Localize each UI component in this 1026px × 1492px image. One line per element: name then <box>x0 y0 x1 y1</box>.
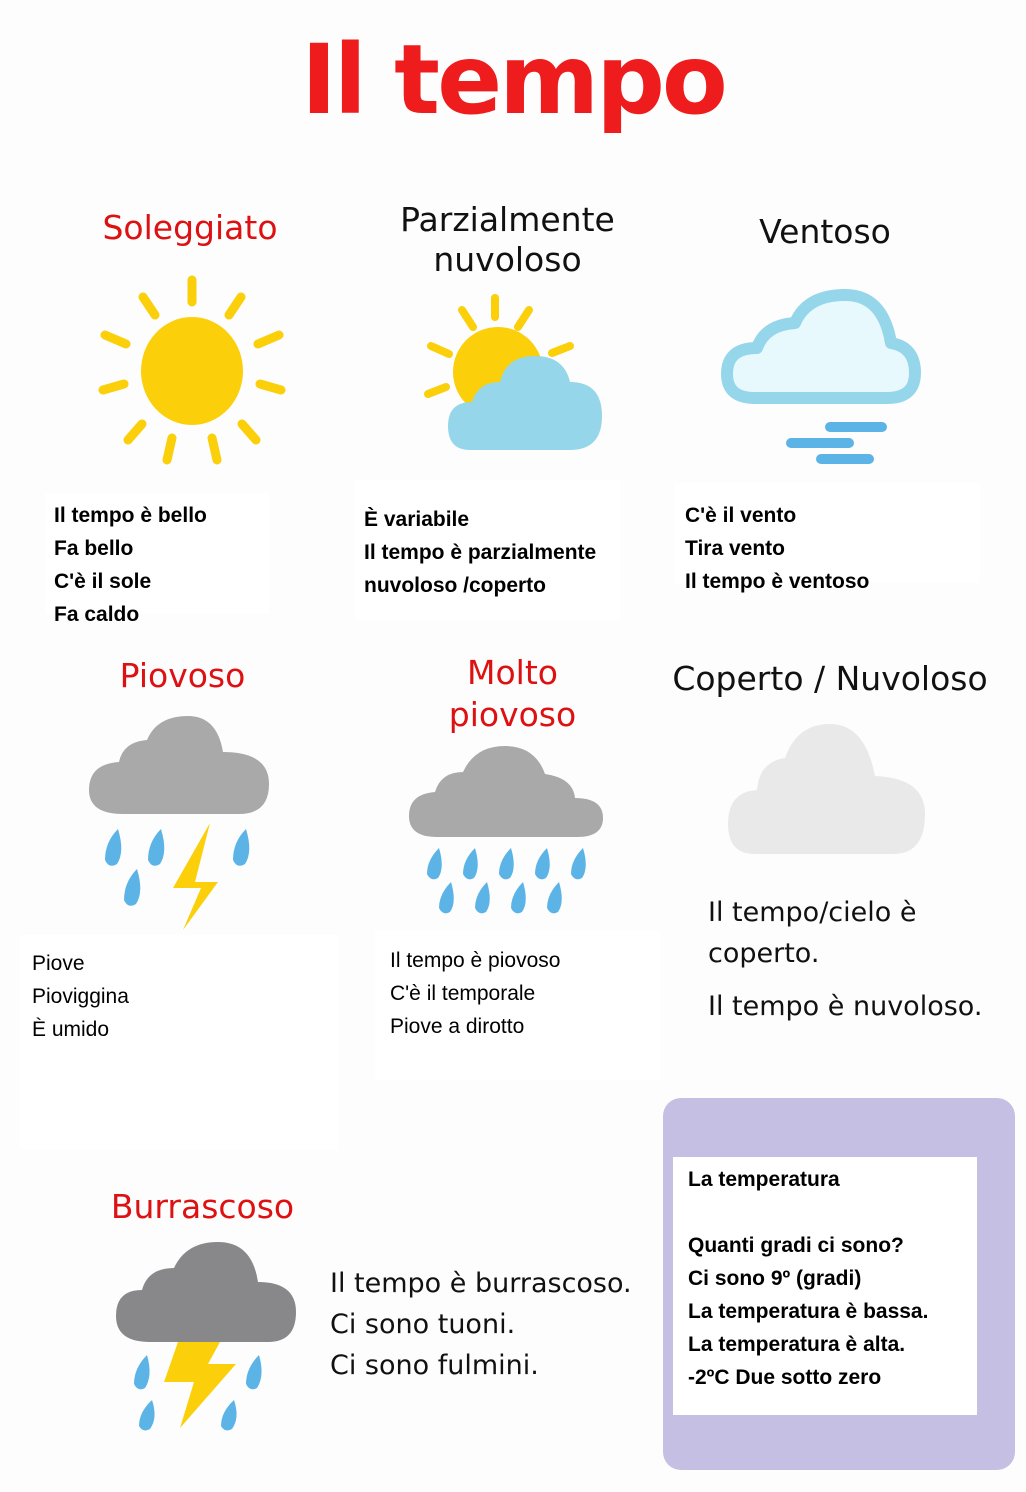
phrase: È umido <box>32 1018 110 1041</box>
phrases-coperto <box>708 892 1008 1027</box>
phrase: Ci sono fulmini. <box>330 1350 539 1381</box>
heavy-rain-icon <box>405 742 610 912</box>
temperature-line: La temperatura è alta. <box>688 1333 906 1356</box>
heading-parzialmente-nuvoloso <box>370 200 645 280</box>
sun-disc <box>141 317 243 425</box>
phrase: Il tempo è nuvoloso. <box>708 991 983 1022</box>
cloud-outline <box>727 295 915 398</box>
phrase: C'è il temporale <box>390 982 536 1005</box>
cloud-icon <box>725 722 930 857</box>
phrases-soleggiato <box>45 493 269 626</box>
partly-cloudy-icon <box>420 290 610 455</box>
cloud-shape <box>409 746 603 837</box>
phrases-burrascoso <box>330 1263 650 1386</box>
phrase: C'è il vento <box>685 504 797 527</box>
phrase: Il tempo è ventoso <box>685 570 870 593</box>
phrase: Fa caldo <box>54 603 140 626</box>
windy-cloud-icon <box>715 285 925 470</box>
heading-line: Molto <box>467 653 558 692</box>
cloud-shape <box>89 716 269 814</box>
phrase: Il tempo è bello <box>54 504 207 527</box>
page-title: Il tempo <box>301 24 725 136</box>
phrase: Pioviggina <box>32 985 129 1008</box>
phrases-ventoso <box>675 483 980 593</box>
heading-line: nuvoloso <box>433 240 582 279</box>
phrases-parzialmente-nuvoloso <box>355 480 620 620</box>
heading-line: Parzialmente <box>400 200 615 239</box>
raindrops <box>427 848 586 913</box>
temperature-line: Quanti gradi ci sono? <box>688 1234 904 1257</box>
phrase: Ci sono tuoni. <box>330 1309 516 1340</box>
heading-line: piovoso <box>448 695 577 734</box>
phrase: Il tempo è piovoso <box>390 949 561 972</box>
temperature-line: La temperatura è bassa. <box>688 1300 929 1323</box>
storm-icon <box>112 1240 302 1430</box>
heading-soleggiato: Soleggiato <box>102 208 278 247</box>
temperature-title: La temperatura <box>688 1168 840 1191</box>
sun-icon <box>100 275 285 465</box>
phrases-molto-piovoso <box>375 930 660 1080</box>
heading-coperto-nuvoloso: Coperto / Nuvoloso <box>672 659 988 698</box>
phrase: coperto. <box>708 938 820 969</box>
phrase: Piove <box>32 952 85 975</box>
phrase: Il tempo è parzialmente <box>364 541 597 564</box>
phrase: Il tempo è burrascoso. <box>330 1268 632 1299</box>
phrase: C'è il sole <box>54 570 152 593</box>
heading-ventoso: Ventoso <box>759 212 891 251</box>
phrase: Piove a dirotto <box>390 1015 525 1038</box>
temperature-line: -2ºC Due sotto zero <box>688 1366 882 1389</box>
heading-molto-piovoso <box>390 652 635 736</box>
rain-lightning-icon <box>85 712 275 922</box>
wind-lines <box>791 427 882 459</box>
lightning-bolt <box>173 823 218 930</box>
phrases-piovoso <box>20 935 338 1150</box>
phrase: È variabile <box>364 508 470 531</box>
phrase: Fa bello <box>54 537 134 560</box>
phrase: nuvoloso /coperto <box>364 574 547 597</box>
temperature-line: Ci sono 9º (gradi) <box>688 1267 862 1290</box>
heading-burrascoso: Burrascoso <box>110 1187 295 1226</box>
temperature-card <box>673 1157 977 1415</box>
phrase: Tira vento <box>685 537 785 560</box>
phrase: Il tempo/cielo è <box>708 897 917 928</box>
cloud-shape <box>728 724 925 854</box>
heading-piovoso: Piovoso <box>119 656 246 695</box>
cloud-shape <box>116 1242 296 1342</box>
raindrops <box>105 829 249 906</box>
